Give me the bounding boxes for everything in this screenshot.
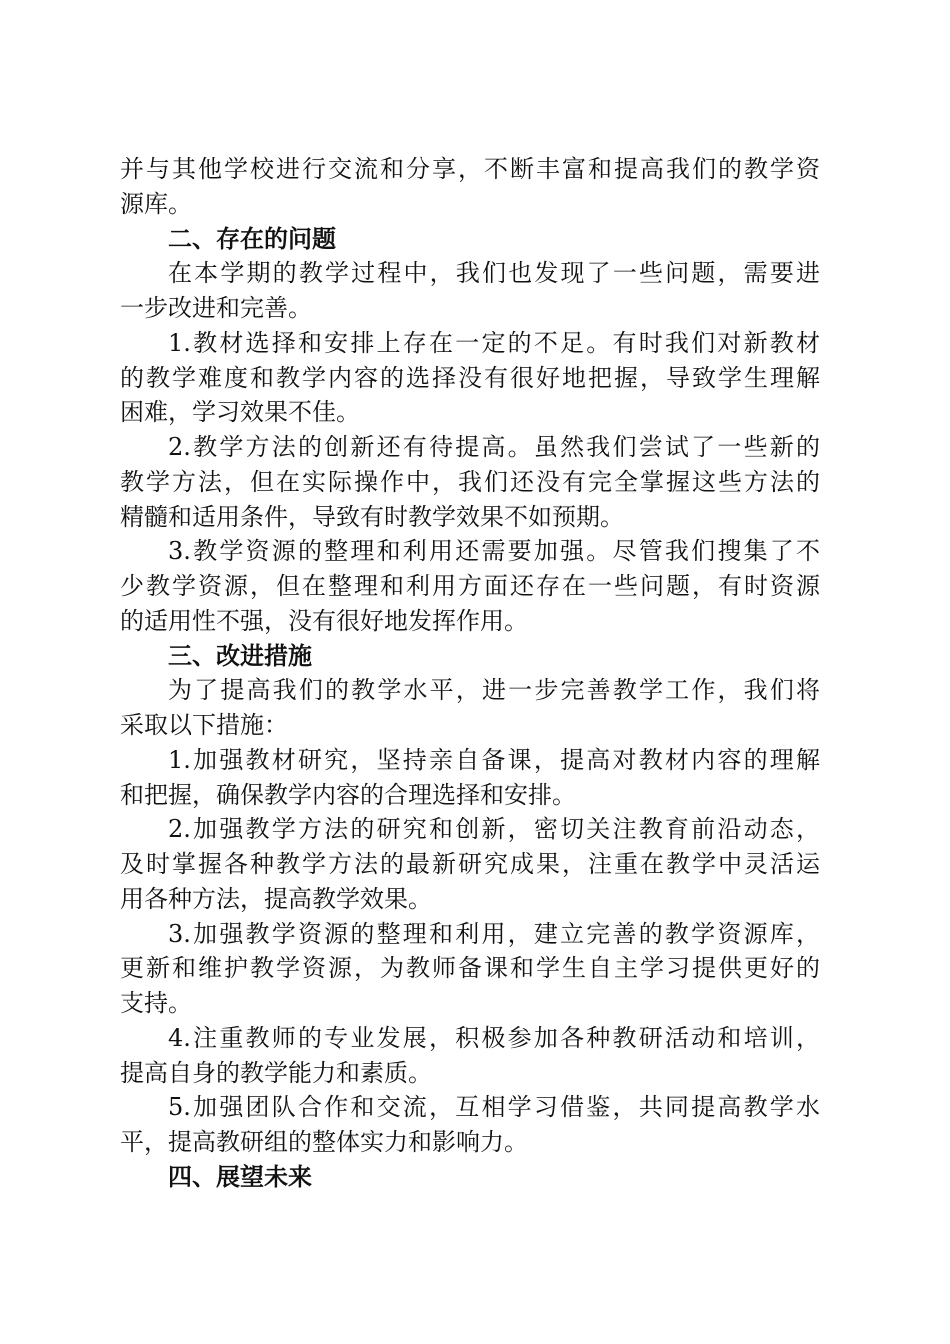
paragraph [120,326,820,430]
text-line: 精髓和适用条件，导致有时教学效果不如预期。 [120,502,624,531]
heading-text: 四、展望未来 [168,1162,312,1191]
paragraph [120,673,820,743]
section-heading [120,1160,820,1195]
text-line: 平，提高教研组的整体实力和影响力。 [120,1128,528,1156]
text-line: 的适用性不强，没有很好地发挥作用。 [120,606,528,635]
text-line: 及时掌握各种教学方法的最新研究成果，注重在教学中灵活运 [120,850,820,878]
text-line: 更新和维护教学资源，为教师备课和学生自主学习提供更好的 [120,954,820,983]
text-line: 在本学期的教学过程中，我们也发现了一些问题，需要进 [168,259,820,288]
text-line: 支持。 [120,989,192,1017]
text-line: 5.加强团队合作和交流，互相学习借鉴，共同提高教学水 [168,1093,820,1122]
text-line: 4.注重教师的专业发展，积极参加各种教研活动和培训， [168,1023,820,1052]
text-line: 的教学难度和教学内容的选择没有很好地把握，导致学生理解 [120,363,820,392]
paragraph [120,430,820,534]
paragraph [120,1090,820,1160]
heading-text: 二、存在的问题 [168,224,336,253]
text-line: 教学方法，但在实际操作中，我们还没有完全掌握这些方法的 [120,467,820,496]
text-line: 3.教学资源的整理和利用还需要加强。尽管我们搜集了不 [168,537,820,566]
text-line: 并与其他学校进行交流和分享，不断丰富和提高我们的教学资 [120,155,820,183]
text-line: 少教学资源，但在整理和利用方面还存在一些问题，有时资源 [120,572,820,600]
text-line: 3.加强教学资源的整理和利用，建立完善的教学资源库， [168,919,820,948]
paragraph [120,534,820,638]
paragraph [120,812,820,916]
paragraph [120,256,820,326]
text-line: 用各种方法，提高教学效果。 [120,884,432,913]
text-line: 一步改进和完善。 [120,294,312,322]
section-heading [120,639,820,674]
text-line: 和把握，确保教学内容的合理选择和安排。 [120,780,576,809]
text-line: 1.教材选择和安排上存在一定的不足。有时我们对新教材 [168,328,820,357]
text-line: 提高自身的教学能力和素质。 [120,1058,432,1087]
text-line: 2.教学方法的创新还有待提高。虽然我们尝试了一些新的 [168,433,820,461]
document-page-body [120,152,820,1195]
paragraph [120,917,820,1021]
text-line: 源库。 [120,189,192,218]
section-heading [120,222,820,257]
text-line: 困难，学习效果不佳。 [120,398,360,427]
paragraph [120,1021,820,1091]
text-line: 为了提高我们的教学水平，进一步完善教学工作，我们将 [168,676,820,705]
text-line: 1.加强教材研究，坚持亲自备课，提高对教材内容的理解 [168,745,820,774]
text-line: 采取以下措施： [120,711,288,739]
heading-text: 三、改进措施 [168,641,312,670]
text-line: 2.加强教学方法的研究和创新，密切关注教育前沿动态， [168,815,820,844]
paragraph [120,152,820,222]
paragraph [120,743,820,813]
